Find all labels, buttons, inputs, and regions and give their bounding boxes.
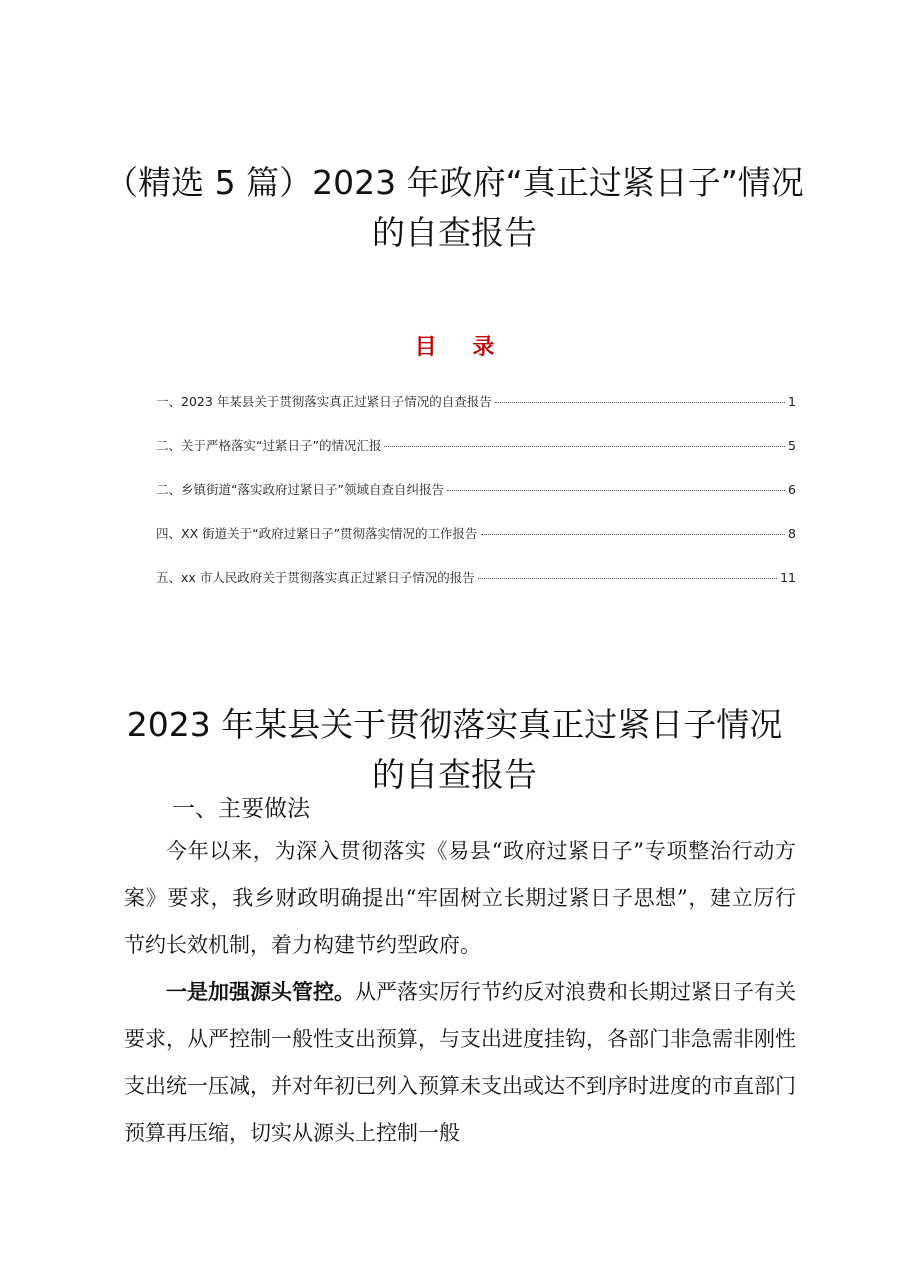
toc-dot-leader [495,402,785,403]
section-title [0,700,909,800]
toc-entry-text: 四、XX 街道关于“政府过紧日子”贯彻落实情况的工作报告 [156,526,478,541]
toc-page-number: 1 [788,394,796,409]
toc-page-number: 11 [780,570,796,585]
toc-entry-3[interactable] [156,480,796,524]
toc-entry-2[interactable] [156,436,796,480]
toc-entry-4[interactable] [156,524,796,568]
toc-entry-1[interactable] [156,392,796,436]
table-of-contents [156,392,796,612]
paragraph-text: 今年以来，为深入贯彻落实《易县“政府过紧日子”专项整治行动方案》要求，我乡财政明确提出“牢固树立长期过紧日子思想”，建立厉行节约长效机制，着力构建节约型政府。 [124,839,796,957]
toc-heading: 目 录 [414,335,509,360]
document-title-line-2: 的自查报告 [372,213,537,252]
toc-entry-text: 二、乡镇街道“落实政府过紧日子”领域自查自纠报告 [156,482,444,497]
subsection-heading: 一、主要做法 [172,796,310,822]
section-title-line-1: 2023 年某县关于贯彻落实真正过紧日子情况 [126,705,783,744]
toc-dot-leader [481,534,785,535]
section-title-line-2: 的自查报告 [372,755,537,794]
body-paragraph-2 [124,969,796,1157]
toc-dot-leader [478,578,777,579]
paragraph-body: 从严落实厉行节约反对浪费和长期过紧日子有关要求，从严控制一般性支出预算，与支出进度挂钩，各部门非急需非刚性支出统一压减，并对年初已列入预算未支出或达不到序时进度的市直部门预算再压缩，切实从源头上控制一般 [124,980,796,1145]
toc-dot-leader [447,490,785,491]
paragraph-text [124,969,796,1157]
toc-entry-text: 二、关于严格落实“过紧日子”的情况汇报 [156,438,382,453]
toc-page-number: 6 [788,482,796,497]
toc-entry-5[interactable] [156,568,796,612]
toc-page-number: 8 [788,526,796,541]
toc-dot-leader [384,446,785,447]
body-paragraph-1 [124,828,796,969]
toc-page-number: 5 [788,438,796,453]
paragraph-lead-bold: 一是加强源头管控。 [166,980,355,1004]
document-title [0,158,909,258]
toc-entry-text: 五、xx 市人民政府关于贯彻落实真正过紧日子情况的报告 [156,570,475,585]
document-title-line-1: （精选 5 篇）2023 年政府“真正过紧日子”情况 [105,163,804,202]
toc-entry-text: 一、2023 年某县关于贯彻落实真正过紧日子情况的自查报告 [156,394,492,409]
